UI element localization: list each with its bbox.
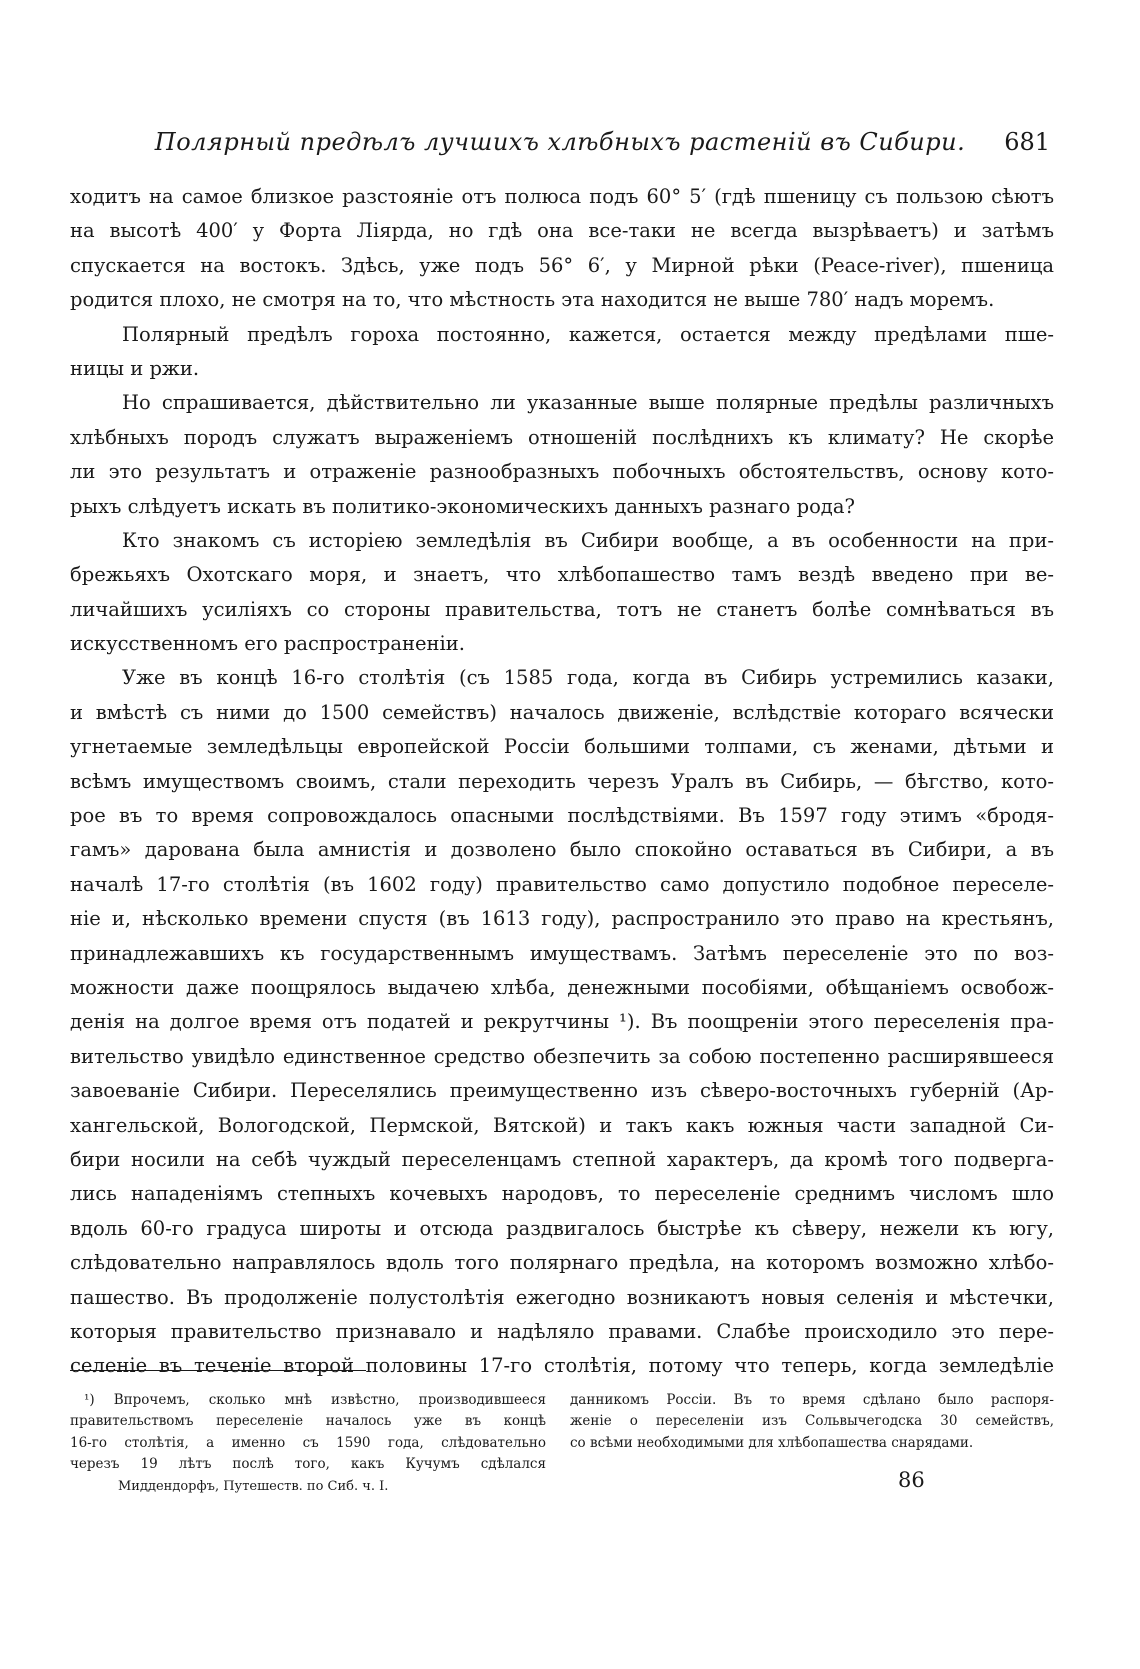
body-text xyxy=(70,180,1054,1384)
text-line: можности даже поощрялось выдачею хлѣба, денежными пособiями, обѣщанiемъ освобож- xyxy=(70,975,1054,999)
text-line: и вмѣстѣ съ ними до 1500 семействъ) началось движенiе, вслѣдствiе котораго всячески xyxy=(70,700,1054,724)
signature-mark: 86 xyxy=(898,1468,925,1492)
text-line: рыхъ слѣдуетъ искать въ политико-экономическихъ данныхъ разнаго рода? xyxy=(70,494,855,518)
footnote-line: черезъ 19 лѣтъ послѣ того, какъ Кучумъ сдѣлался xyxy=(70,1456,546,1473)
footnote-line: данникомъ Россiи. Въ то время сдѣлано было распоря- xyxy=(570,1392,1054,1408)
text-line: всѣмъ имуществомъ своимъ, стали переходить черезъ Уралъ въ Сибирь, — бѣгство, кото- xyxy=(70,769,1054,793)
text-line: хлѣбныхъ породъ служатъ выраженiемъ отношенiй послѣднихъ къ климату? Не скорѣе xyxy=(70,425,1054,449)
text-line: ходитъ на самое близкое разстоянiе отъ полюса подъ 60° 5′ (гдѣ пшеницу съ пользою сѣютъ xyxy=(70,185,1054,208)
text-line: завоеванiе Сибири. Переселялись преимущественно изъ сѣверо-восточныхъ губернiй (Ар- xyxy=(70,1079,1054,1103)
text-line: Уже въ концѣ 16-го столѣтiя (съ 1585 года, когда въ Сибирь устремились казаки, xyxy=(122,666,1054,690)
footnote-line: женiе о переселенiи изъ Сольвычегодска 30 семействъ, xyxy=(570,1413,1054,1430)
source-note: Миддендорфъ, Путешеств. по Сиб. ч. I. xyxy=(118,1479,389,1494)
text-line: вительство увидѣло единственное средство обезпечить за собою постепенно расширявшееся xyxy=(70,1044,1054,1068)
text-line: бири носили на себѣ чуждый переселенцамъ степной характеръ, да кромѣ того подверга- xyxy=(70,1147,1054,1171)
text-line: Кто знакомъ съ исторiею земледѣлiя въ Сибири вообще, а въ особенности на при- xyxy=(122,528,1054,552)
footnote-rule xyxy=(70,1370,366,1371)
text-line: Полярный предѣлъ гороха постоянно, кажется, остается между предѣлами пше- xyxy=(122,322,1054,346)
text-line: ницы и ржи. xyxy=(70,356,200,380)
page-number: 681 xyxy=(1004,128,1050,156)
text-line: хангельской, Вологодской, Пермской, Вятской) и такъ какъ южныя части западной Си- xyxy=(70,1113,1054,1137)
text-line: брежьяхъ Охотскаго моря, и знаетъ, что хлѣбопашество тамъ вездѣ введено при ве- xyxy=(70,563,1054,587)
text-line: ли это результатъ и отраженiе разнообразныхъ побочныхъ обстоятельствъ, основу кото- xyxy=(70,460,1054,484)
text-line: рое въ то время сопровождалось опасными послѣдствiями. Въ 1597 году этимъ «бродя- xyxy=(70,804,1054,828)
footnote-left-column xyxy=(70,1390,546,1476)
text-line: искусственномъ его распространенiи. xyxy=(70,632,465,656)
text-line: пашество. Въ продолженiе полустолѣтiя ежегодно возникаютъ новыя селенiя и мѣстечки, xyxy=(70,1285,1054,1309)
footnote-line: 16-го столѣтiя, а именно съ 1590 года, слѣдовательно xyxy=(70,1434,546,1451)
footnote-line: ¹) Впрочемъ, сколько мнѣ извѣстно, производившееся xyxy=(84,1392,546,1408)
text-line: селенiе въ теченiе второй половины 17-го столѣтiя, потому что теперь, когда земледѣлiе xyxy=(70,1354,1054,1378)
text-line: личайшихъ усилiяхъ со стороны правительства, тотъ не станетъ болѣе сомнѣваться въ xyxy=(70,597,1054,621)
running-head xyxy=(70,128,1050,168)
text-line: родится плохо, не смотря на то, что мѣстность эта находится не выше 780′ надъ моремъ. xyxy=(70,288,995,312)
text-line: угнетаемые земледѣльцы европейской Россiи большими толпами, съ женами, дѣтьми и xyxy=(70,735,1054,759)
text-line: спускается на востокъ. Здѣсь, уже подъ 56° 6′, у Мирной рѣки (Peace-river), пшеница xyxy=(70,253,1054,277)
text-line: Но спрашивается, дѣйствительно ли указанные выше полярные предѣлы различныхъ xyxy=(122,391,1054,415)
text-line: лись нападенiямъ степныхъ кочевыхъ народовъ, то переселенiе среднимъ числомъ шло xyxy=(70,1182,1054,1206)
running-title: Полярный предѣлъ лучшихъ хлѣбныхъ растенiй въ Сибири. xyxy=(154,128,966,156)
footnote-right-column xyxy=(570,1390,1054,1454)
text-line: началѣ 17-го столѣтiя (въ 1602 году) правительство само допустило подобное переселе- xyxy=(70,872,1054,896)
text-line: нiе и, нѣсколько времени спустя (въ 1613 году), распространило это право на крестьянъ, xyxy=(70,907,1054,931)
text-line: вдоль 60-го градуса широты и отсюда раздвигалось быстрѣе къ сѣверу, нежели къ югу, xyxy=(70,1216,1054,1240)
footnote-line: правительствомъ переселенiе началось уже въ концѣ xyxy=(70,1413,546,1430)
text-line: денiя на долгое время отъ податей и рекрутчины ¹). Въ поощренiи этого переселенiя пра- xyxy=(70,1010,1054,1034)
footnote-line: со всѣми необходимыми для хлѣбопашества снарядами. xyxy=(570,1434,974,1451)
text-line: принадлежавшихъ къ государственнымъ имуществамъ. Затѣмъ переселенiе это по воз- xyxy=(70,941,1054,965)
text-line: гамъ» дарована была амнистiя и дозволено было спокойно оставаться въ Сибири, а въ xyxy=(70,838,1054,862)
text-line: слѣдовательно направлялось вдоль того полярнаго предѣла, на которомъ возможно хлѣбо- xyxy=(70,1251,1054,1275)
text-line: которыя правительство признавало и надѣляло правами. Слабѣе происходило это пере- xyxy=(70,1319,1054,1343)
text-line: на высотѣ 400′ у Форта Лiярда, но гдѣ она все-таки не всегда вызрѣваетъ) и затѣмъ xyxy=(70,219,1054,243)
